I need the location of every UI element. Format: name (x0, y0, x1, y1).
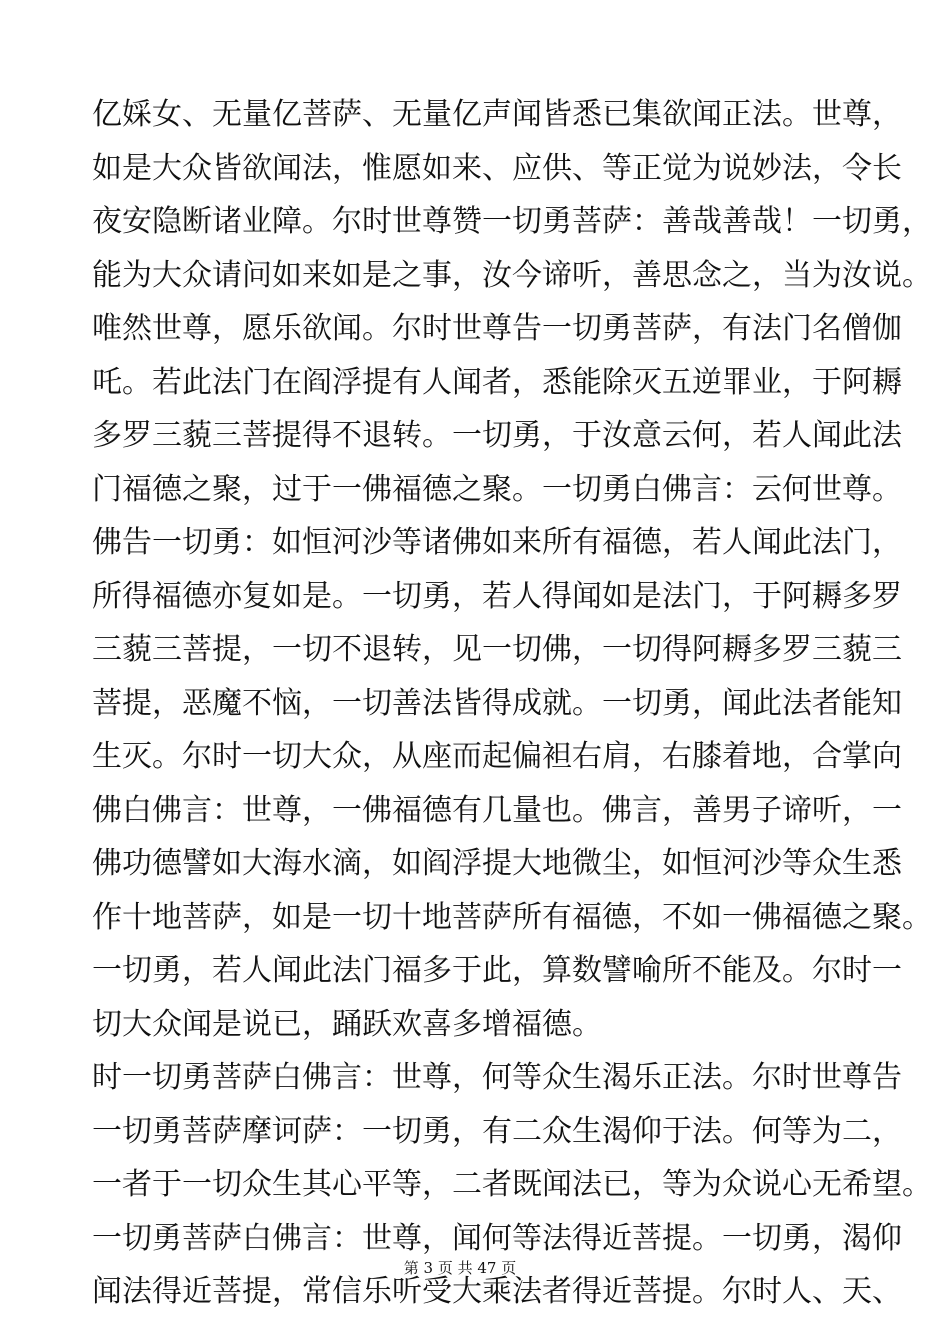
text-line: 三藐三菩提，一切不退转，见一切佛，一切得阿耨多罗三藐三 (92, 632, 902, 667)
text-line: 一切勇菩萨白佛言：世尊，闻何等法得近菩提。一切勇，渴仰 (92, 1220, 902, 1256)
text-line: 如是大众皆欲闻法，惟愿如来、应供、等正觉为说妙法，令长 (92, 150, 902, 186)
text-line: 一切勇菩萨摩诃萨：一切勇，有二众生渴仰于法。何等为二， (92, 1113, 902, 1149)
text-line: 一者于一切众生其心平等，二者既闻法已，等为众说心无希望。 (92, 1167, 932, 1202)
text-line: 佛告一切勇：如恒河沙等诸佛如来所有福德，若人闻此法门， (92, 525, 902, 560)
text-line: 门福德之聚，过于一佛福德之聚。一切勇白佛言：云何世尊。 (92, 471, 902, 507)
text-line: 生灭。尔时一切大众，从座而起偏袒右肩，右膝着地，合掌向 (92, 739, 902, 774)
text-line: 佛白佛言：世尊，一佛福德有几量也。佛言，善男子谛听，一 (92, 792, 902, 828)
text-line: 亿婇女、无量亿菩萨、无量亿声闻皆悉已集欲闻正法。世尊， (92, 97, 902, 132)
text-line: 切大众闻是说已，踊跃欢喜多增福德。 (92, 1006, 602, 1042)
body-text (92, 88, 932, 1319)
text-line: 能为大众请问如来如是之事，汝今谛听，善思念之，当为汝说。 (92, 257, 932, 293)
text-line: 唯然世尊，愿乐欲闻。尔时世尊告一切勇菩萨，有法门名僧伽 (92, 311, 902, 346)
text-line: 菩提，恶魔不恼，一切善法皆得成就。一切勇，闻此法者能知 (92, 685, 902, 721)
text-line: 作十地菩萨，如是一切十地菩萨所有福德，不如一佛福德之聚。 (92, 899, 932, 935)
text-line: 闻法得近菩提，常信乐听受大乘法者得近菩提。尔时人、天、 (92, 1274, 902, 1309)
text-line: 夜安隐断诸业障。尔时世尊赞一切勇菩萨：善哉善哉！一切勇， (92, 204, 932, 239)
text-line: 一切勇，若人闻此法门福多于此，算数譬喻所不能及。尔时一 (92, 953, 902, 988)
text-line: 时一切勇菩萨白佛言：世尊，何等众生渴乐正法。尔时世尊告 (92, 1060, 902, 1095)
text-line: 多罗三藐三菩提得不退转。一切勇，于汝意云何，若人闻此法 (92, 418, 902, 453)
text-line: 吒。若此法门在阎浮提有人闻者，悉能除灭五逆罪业，于阿耨 (92, 364, 902, 400)
page-number-footer: 第 3 页 共 47 页 (403, 1259, 517, 1277)
text-line: 所得福德亦复如是。一切勇，若人得闻如是法门，于阿耨多罗 (92, 578, 902, 614)
text-line: 佛功德譬如大海水滴，如阎浮提大地微尘，如恒河沙等众生悉 (92, 846, 902, 881)
